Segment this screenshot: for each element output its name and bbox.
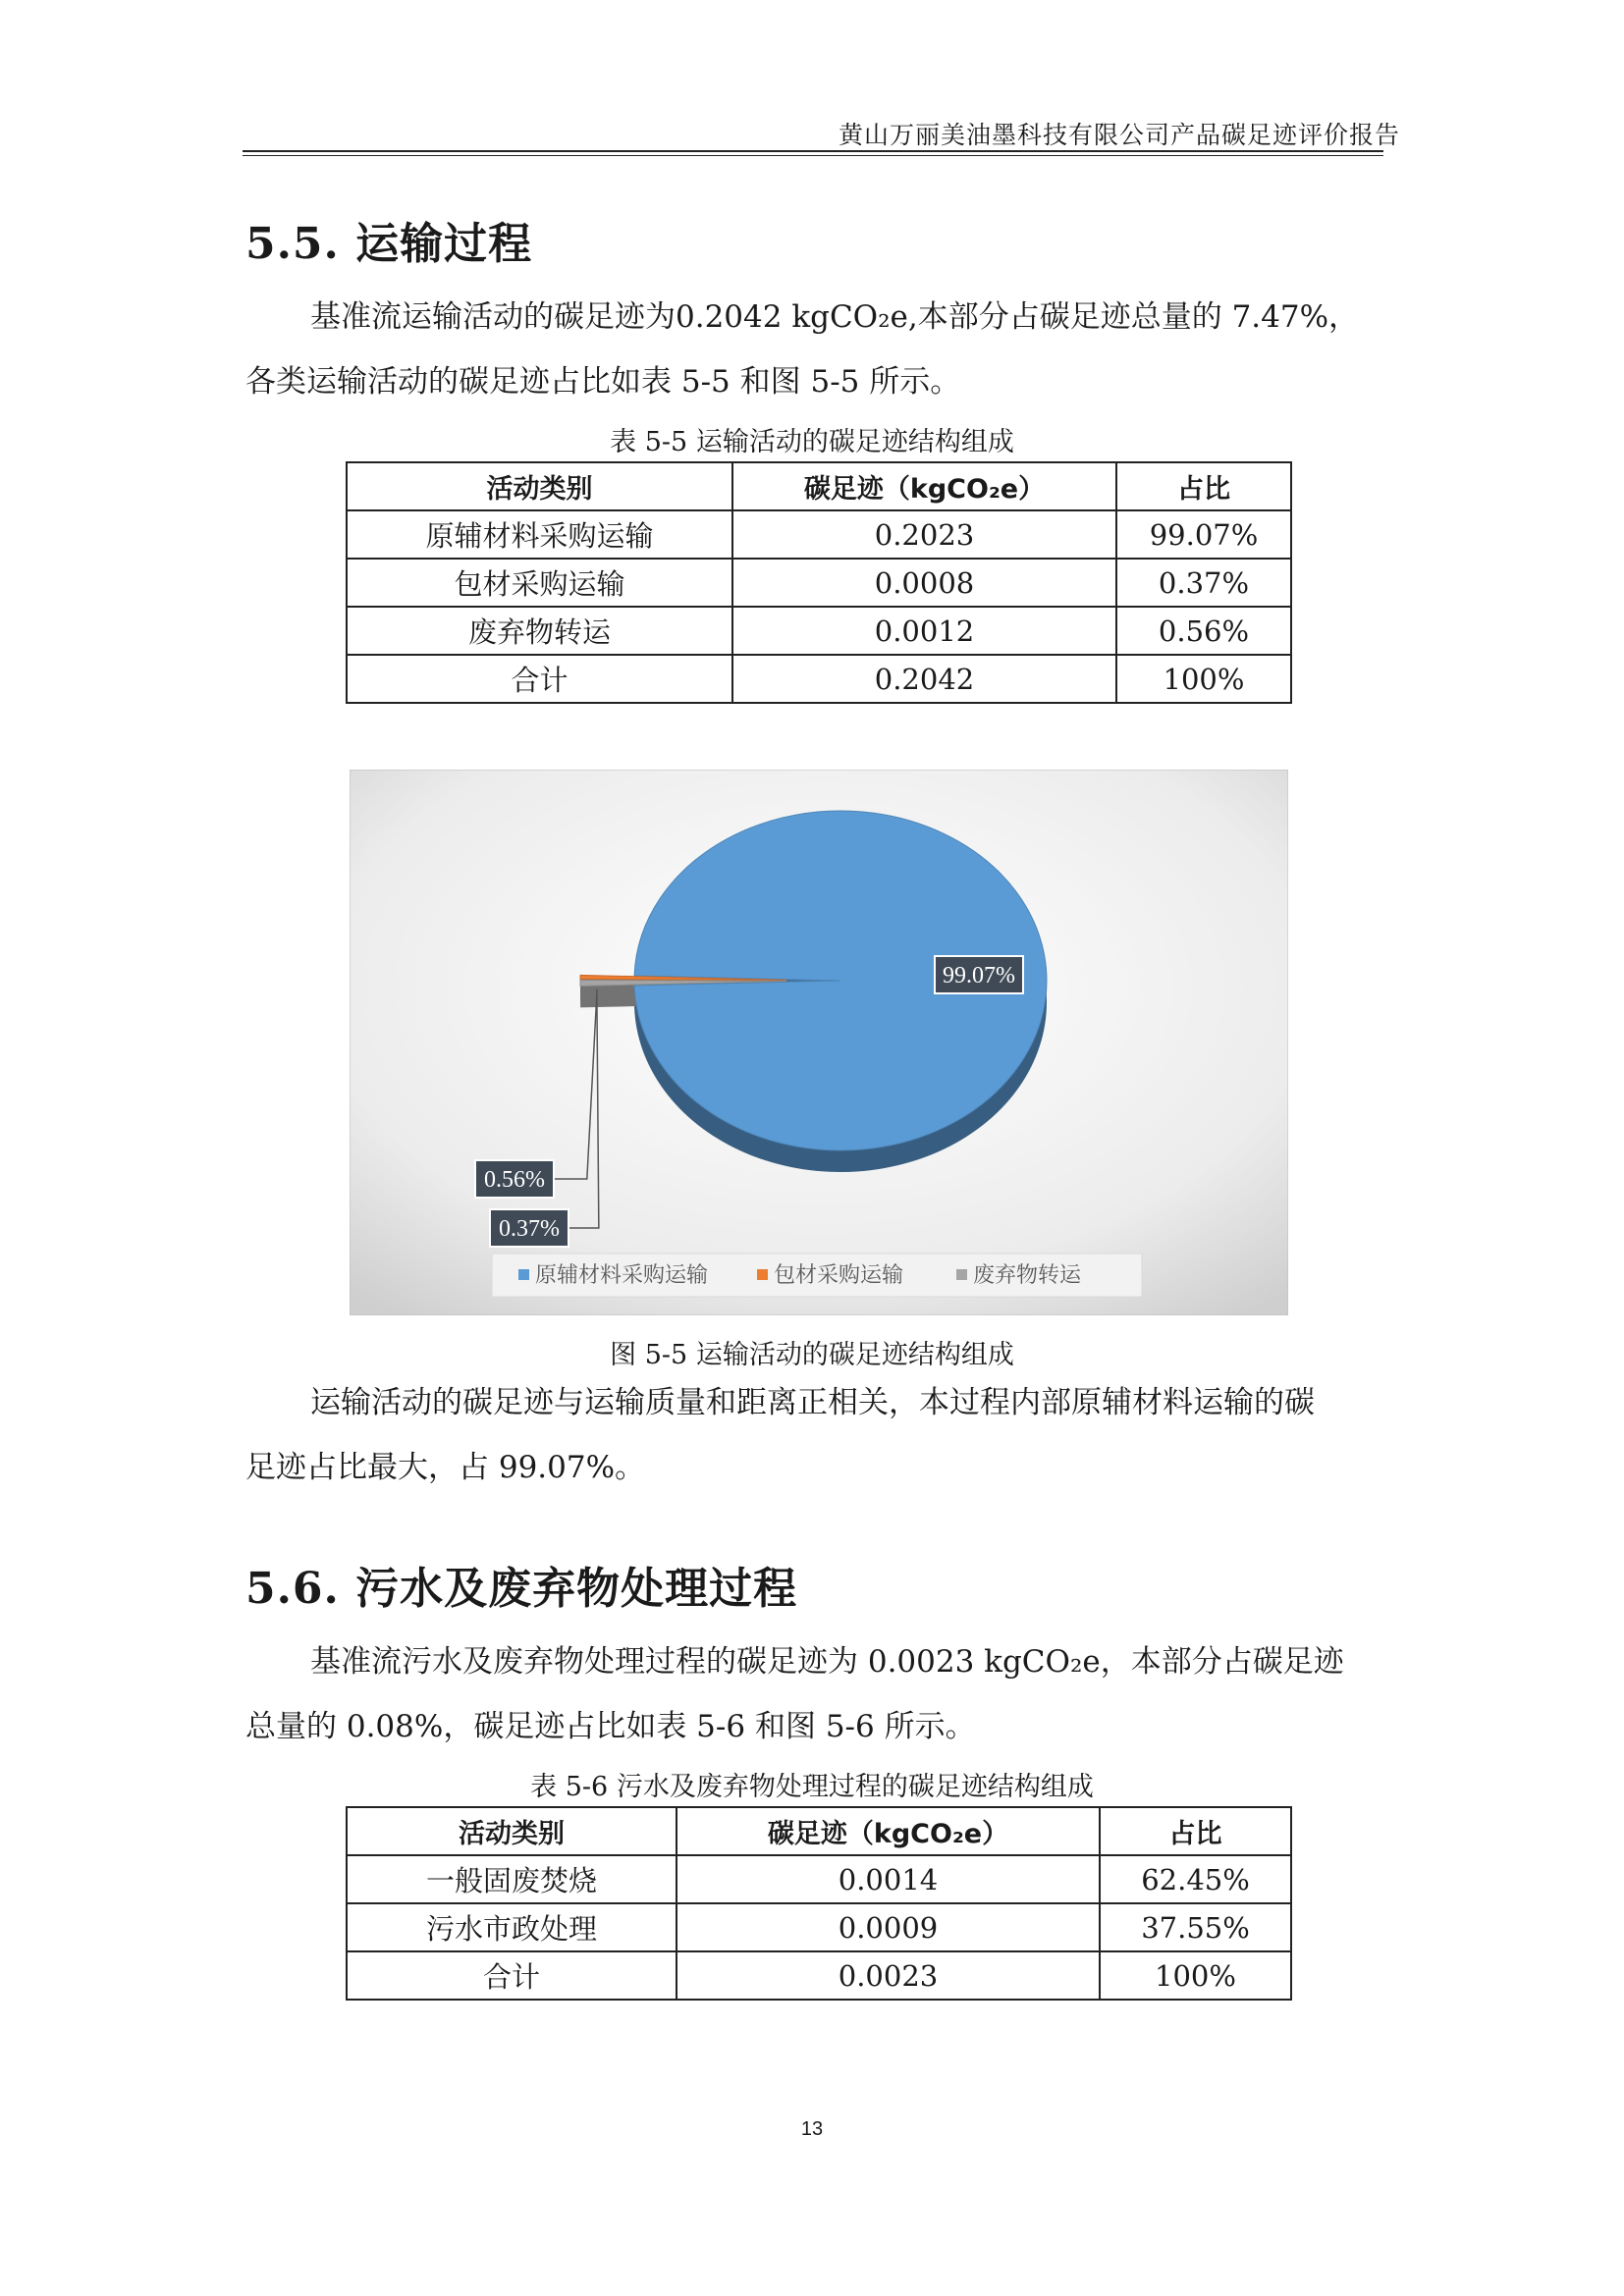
legend-item-packaging-transport: 包材采购运输: [774, 1263, 904, 1288]
paragraph-line: 各类运输活动的碳足迹占比如表 5-5 和图 5-5 所示。: [245, 364, 961, 400]
data-label-packaging-transport: 0.37%: [499, 1216, 560, 1242]
header-rule-thin: [243, 155, 1383, 156]
table-cell: 0.0014: [677, 1855, 1100, 1903]
legend-item-waste-transfer: 废弃物转运: [973, 1263, 1082, 1288]
section-5-5-paragraph-2: [245, 1370, 1388, 1500]
table-cell: 合计: [347, 1951, 677, 2000]
section-heading-5-5: 5.5. 运输过程: [245, 219, 533, 269]
table-cell: 100%: [1100, 1951, 1291, 2000]
table-cell: 污水市政处理: [347, 1903, 677, 1951]
table-cell: 包材采购运输: [347, 559, 732, 607]
paragraph-text: 基准流污水及废弃物处理过程的碳足迹为 0.0023 kgCO₂e，本部分占碳足迹: [310, 1644, 1344, 1680]
table-caption-5-6: 表 5-6 污水及废弃物处理过程的碳足迹结构组成: [530, 1772, 1094, 1802]
table-header-row: [347, 462, 1291, 510]
table-cell: 合计: [347, 655, 732, 703]
header-cell: 占比: [1100, 1807, 1291, 1855]
table-cell: 0.56%: [1116, 607, 1291, 655]
data-label-waste-transfer: 0.56%: [484, 1167, 545, 1193]
legend-item-packaging-transport-swatch: [757, 1269, 768, 1280]
pie-chart: [350, 770, 1288, 1315]
data-label-raw-material-transport: 99.07%: [943, 963, 1015, 988]
table-cell: 0.0012: [732, 607, 1116, 655]
legend-item-waste-transfer-swatch: [956, 1269, 967, 1280]
paragraph-line: [245, 285, 1388, 349]
table-row: [347, 655, 1291, 703]
table-cell: 废弃物转运: [347, 607, 732, 655]
section-5-6-paragraph-1: [245, 1629, 1388, 1759]
table-row: [347, 1855, 1291, 1903]
header-cell: 碳足迹（kgCO₂e）: [677, 1807, 1100, 1855]
table-cell: 99.07%: [1116, 510, 1291, 559]
paragraph-line: [245, 1629, 1388, 1694]
table-cell: 37.55%: [1100, 1903, 1291, 1951]
page-number: 13: [800, 2118, 824, 2140]
header-cell: 活动类别: [347, 462, 732, 510]
table-cell: 0.2023: [732, 510, 1116, 559]
table-cell: 62.45%: [1100, 1855, 1291, 1903]
header-cell: 占比: [1116, 462, 1291, 510]
table-cell: 一般固废焚烧: [347, 1855, 677, 1903]
paragraph-text: 运输活动的碳足迹与运输质量和距离正相关，本过程内部原辅材料运输的碳: [310, 1385, 1315, 1420]
table-row: [347, 1951, 1291, 2000]
table-row: [347, 607, 1291, 655]
paragraph-text: 基准流运输活动的碳足迹为0.2042 kgCO₂e,本部分占碳足迹总量的 7.47%，: [310, 299, 1360, 335]
table-5-5: [346, 461, 1292, 704]
table-cell: 0.0023: [677, 1951, 1100, 2000]
section-heading-5-6: 5.6. 污水及废弃物处理过程: [245, 1564, 798, 1614]
section-5-5-paragraph-1: [245, 285, 1388, 414]
running-header: 黄山万丽美油墨科技有限公司产品碳足迹评价报告: [838, 121, 1400, 149]
table-cell: 0.0008: [732, 559, 1116, 607]
chart-legend: [492, 1254, 1142, 1297]
header-rule: [243, 150, 1383, 152]
table-cell: 0.37%: [1116, 559, 1291, 607]
table-row: [347, 510, 1291, 559]
paragraph-line: [245, 1370, 1388, 1435]
paragraph-line: 总量的 0.08%，碳足迹占比如表 5-6 和图 5-6 所示。: [245, 1709, 976, 1744]
header-cell: 碳足迹（kgCO₂e）: [732, 462, 1116, 510]
paragraph-line: 足迹占比最大，占 99.07%。: [245, 1450, 646, 1485]
table-row: [347, 1903, 1291, 1951]
table-cell: 100%: [1116, 655, 1291, 703]
figure-caption-5-5: 图 5-5 运输活动的碳足迹结构组成: [610, 1340, 1014, 1370]
table-cell: 0.2042: [732, 655, 1116, 703]
table-5-6: [346, 1806, 1292, 2001]
legend-item-raw-material-transport: 原辅材料采购运输: [535, 1263, 709, 1288]
table-header-row: [347, 1807, 1291, 1855]
table-cell: 0.0009: [677, 1903, 1100, 1951]
header-cell: 活动类别: [347, 1807, 677, 1855]
legend-item-raw-material-transport-swatch: [518, 1269, 529, 1280]
table-row: [347, 559, 1291, 607]
table-caption-5-5: 表 5-5 运输活动的碳足迹结构组成: [610, 427, 1014, 457]
table-cell: 原辅材料采购运输: [347, 510, 732, 559]
